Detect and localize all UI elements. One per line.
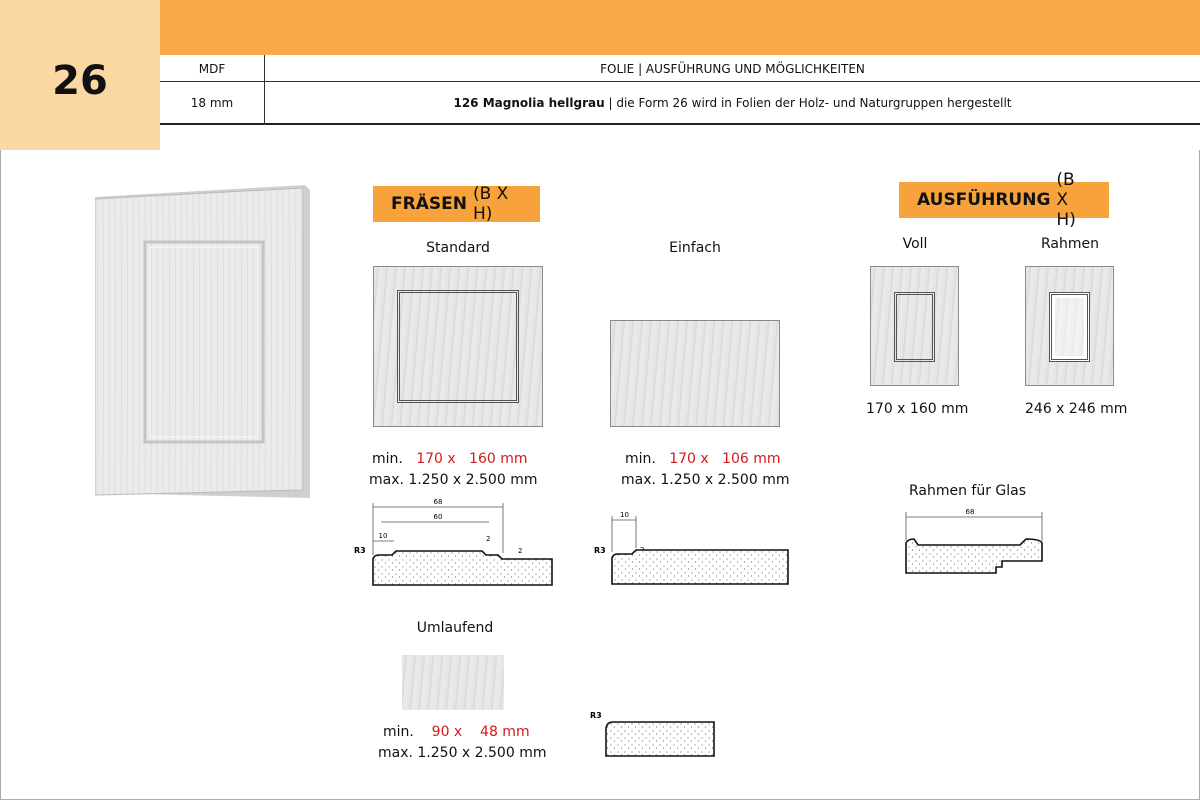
folie-description: [265, 96, 1200, 110]
umlaufend-min: [383, 724, 530, 740]
thickness-value: 18 mm: [190, 96, 234, 110]
ausfuehrung-title: AUSFÜHRUNG: [917, 190, 1051, 210]
glas-dim-68: 68: [965, 508, 975, 516]
umlaufend-label: Umlaufend: [416, 620, 494, 636]
voll-panel-image: [870, 266, 959, 386]
standard-label: Standard: [426, 240, 490, 256]
standard-groove: [397, 290, 519, 403]
rahmen-size: 246 x 246 mm: [1025, 401, 1128, 417]
standard-dim-60: 60: [433, 513, 443, 521]
fraesen-badge: [373, 186, 540, 222]
rahmen-label: Rahmen: [1041, 236, 1099, 252]
standard-min-width: 170 x: [416, 451, 456, 467]
decor-note: | die Form 26 wird in Folien der Holz- und Naturgruppen hergestellt: [604, 96, 1012, 110]
model-number-box: [0, 0, 160, 150]
standard-min: [372, 451, 528, 467]
voll-groove: [894, 292, 935, 362]
einfach-min-label: min.: [625, 451, 656, 467]
einfach-label: Einfach: [669, 240, 721, 256]
umlaufend-r3: R3: [590, 711, 602, 720]
door-front-image: [95, 185, 310, 498]
standard-dim-10: 10: [378, 532, 388, 540]
standard-max: max. 1.250 x 2.500 mm: [369, 472, 538, 488]
ausfuehrung-unit: (B X H): [1056, 170, 1076, 230]
model-number: 26: [52, 58, 108, 104]
material-heading: MDF: [198, 62, 226, 76]
umlaufend-max: max. 1.250 x 2.500 mm: [378, 745, 547, 761]
rahmen-glass-opening: [1049, 292, 1090, 362]
standard-panel-image: [373, 266, 543, 427]
einfach-max: max. 1.250 x 2.500 mm: [621, 472, 790, 488]
umlaufend-min-height: 48 mm: [480, 724, 530, 740]
einfach-dim-10: 10: [620, 511, 629, 519]
einfach-min: [625, 451, 781, 467]
standard-profile-drawing: [352, 495, 562, 590]
standard-dim-2a: 2: [486, 535, 491, 543]
standard-min-label: min.: [372, 451, 403, 467]
voll-size: 170 x 160 mm: [866, 401, 969, 417]
einfach-panel-image: [610, 320, 780, 427]
umlaufend-panel-image: [402, 655, 504, 710]
standard-dim-68: 68: [433, 498, 443, 506]
rahmen-panel-image: [1025, 266, 1114, 386]
fraesen-unit: (B X H): [472, 184, 509, 224]
glas-label: Rahmen für Glas: [908, 483, 1027, 499]
top-banner: [160, 0, 1200, 55]
decor-name: 126 Magnolia hellgrau: [453, 96, 605, 110]
glas-profile-drawing: [900, 503, 1050, 578]
standard-r3: R3: [354, 546, 366, 555]
voll-label: Voll: [902, 236, 928, 252]
einfach-r3: R3: [594, 546, 606, 555]
standard-min-height: 160 mm: [469, 451, 528, 467]
standard-dim-2b: 2: [518, 547, 523, 555]
einfach-min-height: 106 mm: [722, 451, 781, 467]
fraesen-title: FRÄSEN: [391, 194, 467, 214]
umlaufend-min-width: 90 x: [431, 724, 463, 740]
umlaufend-min-label: min.: [383, 724, 414, 740]
ausfuehrung-badge: [899, 170, 1109, 230]
einfach-min-width: 170 x: [669, 451, 709, 467]
folie-heading: FOLIE | AUSFÜHRUNG UND MÖGLICHKEITEN: [600, 62, 865, 76]
umlaufend-profile-drawing: [588, 708, 718, 763]
einfach-profile-drawing: [592, 508, 802, 590]
